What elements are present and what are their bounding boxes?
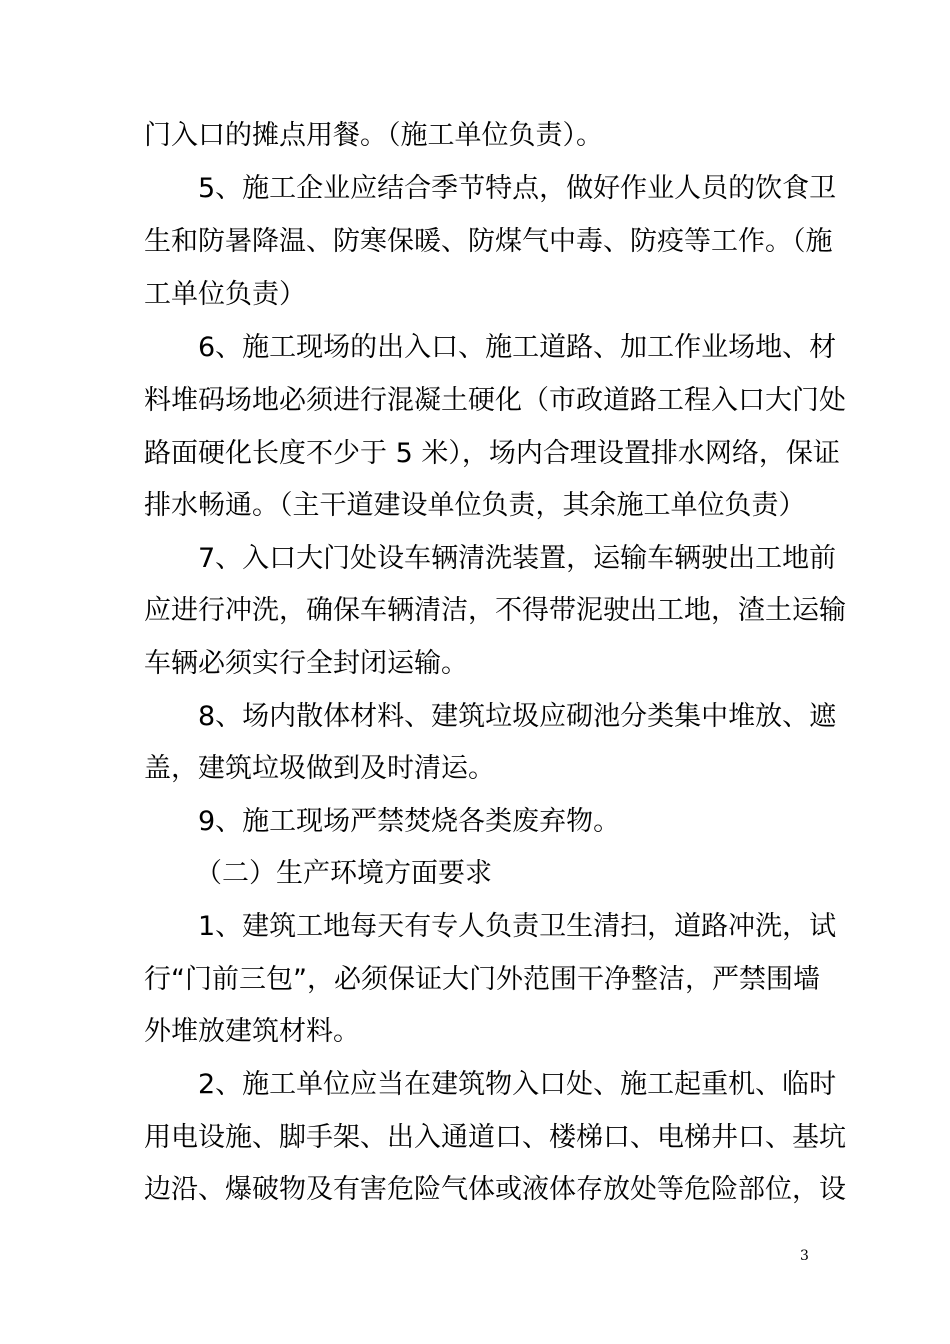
section-heading: （二）生产环境方面要求 — [195, 858, 492, 889]
paragraph-6-line-2: 料堆码场地必须进行混凝土硬化（市政道路工程入口大门处 — [144, 385, 846, 416]
paragraph-7-line-2: 应进行冲洗，确保车辆清洁，不得带泥驶出工地，渣土运输 — [144, 595, 846, 626]
paragraph-1-line-1: 1、建筑工地每天有专人负责卫生清扫，道路冲洗，试 — [198, 911, 837, 942]
page-number: 3 — [800, 1248, 809, 1264]
paragraph-9-line-1: 9、施工现场严禁焚烧各类废弃物。 — [198, 806, 621, 837]
paragraph-1-line-2: 行“门前三包”，必须保证大门外范围干净整洁，严禁围墙 — [144, 964, 820, 995]
paragraph-6-line-4: 排水畅通。（主干道建设单位负责，其余施工单位负责） — [144, 490, 806, 521]
paragraph-7-line-1: 7、入口大门处设车辆清洗装置，运输车辆驶出工地前 — [198, 543, 837, 574]
paragraph-2-line-3: 边沿、爆破物及有害危险气体或液体存放处等危险部位，设 — [144, 1174, 846, 1205]
paragraph-5-line-2: 生和防暑降温、防寒保暖、防煤气中毒、防疫等工作。（施 — [144, 226, 833, 257]
paragraph-8-line-1: 8、场内散体材料、建筑垃圾应砌池分类集中堆放、遮 — [198, 701, 837, 732]
paragraph-8-line-2: 盖，建筑垃圾做到及时清运。 — [144, 753, 495, 784]
paragraph-6-line-3: 路面硬化长度不少于 5 米），场内合理设置排水网络，保证 — [144, 438, 840, 469]
paragraph-6-line-1: 6、施工现场的出入口、施工道路、加工作业场地、材 — [198, 332, 837, 363]
paragraph-2-line-1: 2、施工单位应当在建筑物入口处、施工起重机、临时 — [198, 1069, 837, 1100]
paragraph-7-line-3: 车辆必须实行全封闭运输。 — [144, 648, 468, 679]
text-line-1: 门入口的摊点用餐。（施工单位负责）。 — [144, 120, 603, 151]
paragraph-5-line-3: 工单位负责） — [144, 279, 306, 310]
paragraph-1-line-3: 外堆放建筑材料。 — [144, 1016, 360, 1047]
paragraph-2-line-2: 用电设施、脚手架、出入通道口、楼梯口、电梯井口、基坑 — [144, 1122, 846, 1153]
paragraph-5-line-1: 5、施工企业应结合季节特点，做好作业人员的饮食卫 — [198, 173, 837, 204]
